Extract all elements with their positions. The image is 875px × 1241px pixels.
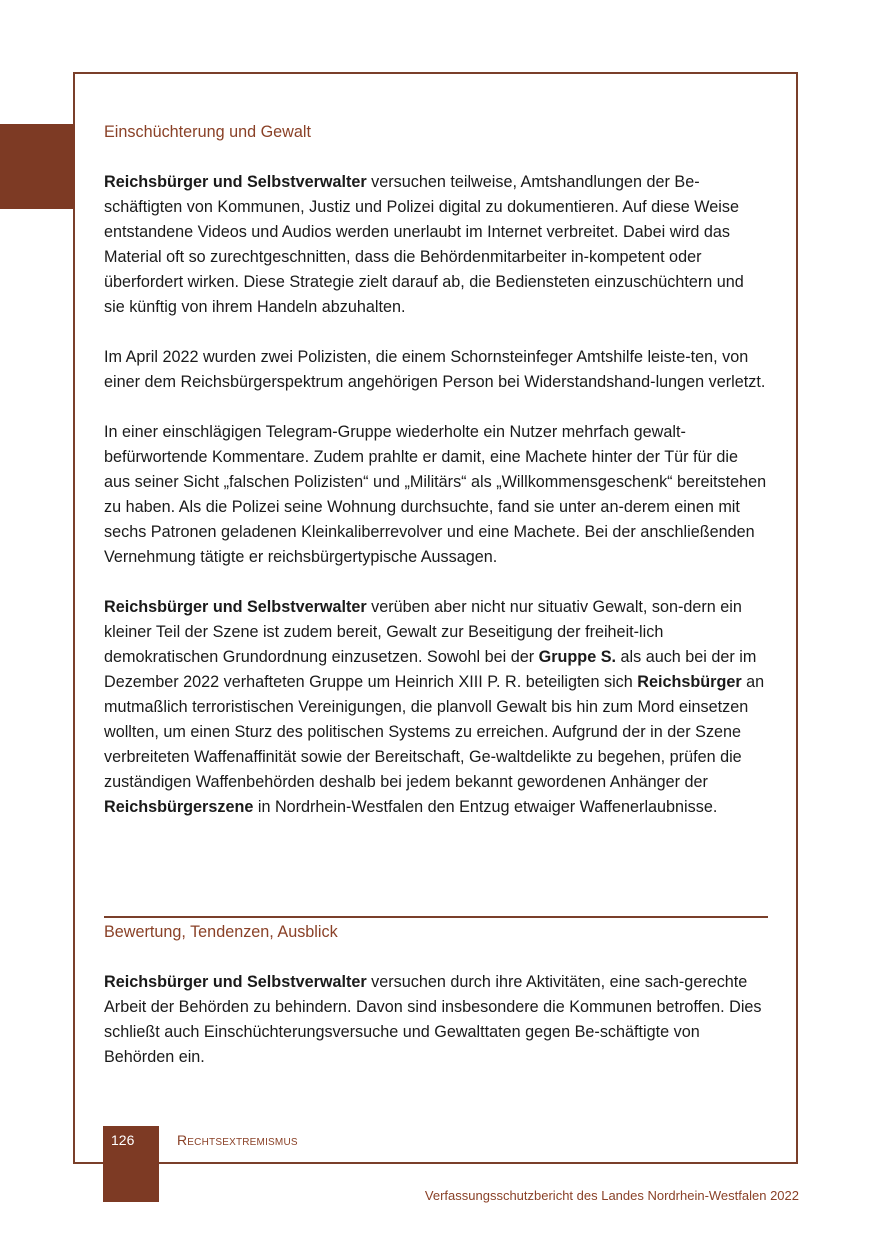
paragraph-4-bold-3: Reichsbürger [637, 673, 742, 691]
running-head: Rechtsextremismus [177, 1132, 298, 1148]
section-heading: Bewertung, Tendenzen, Ausblick [104, 923, 338, 941]
paragraph-2: Im April 2022 wurden zwei Polizisten, die einem Schornsteinfeger Amtshilfe leiste-ten, von einer dem Reichsbürgerspektrum angehörigen Person bei Widerstandshand-lungen verletzt. [104, 348, 766, 391]
page-number: 126 [111, 1132, 135, 1148]
paragraph-4-text-2: als auch bei der im Dezember 2022 verhafteten Gruppe um Heinrich XIII P. R. beteiligten sich [104, 648, 757, 691]
paragraph-4-text-4: in Nordrhein-Westfalen den Entzug etwaiger Waffenerlaubnisse. [253, 798, 718, 816]
paragraph-4-text-1: verüben aber nicht nur situativ Gewalt, son-dern ein kleiner Teil der Szene ist zudem bereit, Gewalt zur Beseitigung der freiheit-lich demokratischen Grundordnung einzusetzen. Sowohl bei der [104, 598, 742, 666]
section-bewertung [104, 920, 768, 1070]
paragraph-5-bold: Reichsbürger und Selbstverwalter [104, 973, 367, 991]
paragraph-1-text: versuchen teilweise, Amtshandlungen der Be-schäftigten von Kommunen, Justiz und Polizei digital zu dokumentieren. Auf diese Weise entstandene Videos und Audios werden unerlaubt im Internet verbreitet. Dabei wird das Material oft so zurechtgeschnitten, dass die Behördenmitarbeiter in-kompetent oder überfordert wirken. Diese Strategie zielt darauf ab, die Bediensteten einzuschüchtern und sie künftig von ihrem Handeln abzuhalten. [104, 173, 744, 316]
paragraph-4-bold-1: Reichsbürger und Selbstverwalter [104, 598, 367, 616]
paragraph-4 [104, 595, 768, 820]
paragraph-4-bold-4: Reichsbürgerszene [104, 798, 254, 816]
section-einschuechterung [104, 120, 768, 820]
paragraph-3: In einer einschlägigen Telegram-Gruppe wiederholte ein Nutzer mehrfach gewalt-befürwortende Kommentare. Zudem prahlte er damit, eine Machete hinter der Tür für die aus seiner Sicht „falschen Polizisten“ und „Militärs“ als „Willkommensgeschenk“ bereitstehen zu haben. Als die Polizei seine Wohnung durchsuchte, fand sie unter an-derem einen mit sechs Patronen geladenen Kleinkaliberrevolver und eine Machete. Bei der anschließenden Vernehmung tätigte er reichsbürgertypische Aussagen. [104, 423, 767, 566]
paragraph-5 [104, 970, 768, 1070]
paragraph-4-text-3: an mutmaßlich terroristischen Vereinigungen, die planvoll Gewalt bis hin zum Mord einsetzen wollten, um einen Sturz des politischen Systems zu erreichen. Aufgrund der in der Szene verbreiteten Waffenaffinität sowie der Bereitschaft, Ge-waltdelikte zu begehen, prüfen die zuständigen Waffenbehörden deshalb bei jedem bekannt gewordenen Anhänger der [104, 673, 765, 791]
side-tab-marker [0, 124, 75, 209]
section-divider [104, 916, 768, 918]
section-heading: Einschüchterung und Gewalt [104, 123, 311, 141]
footer-text: Verfassungsschutzbericht des Landes Nordrhein-Westfalen 2022 [424, 1188, 799, 1203]
paragraph-4-bold-2: Gruppe S. [538, 648, 616, 666]
paragraph-1 [104, 170, 768, 320]
paragraph-5-text: versuchen durch ihre Aktivitäten, eine sach-gerechte Arbeit der Behörden zu behindern. Davon sind insbesondere die Kommunen betroffen. Dies schließt auch Einschüchterungsversuche und Gewalttaten gegen Be-schäftigte von Behörden ein. [104, 973, 762, 1066]
paragraph-1-bold: Reichsbürger und Selbstverwalter [104, 173, 367, 191]
